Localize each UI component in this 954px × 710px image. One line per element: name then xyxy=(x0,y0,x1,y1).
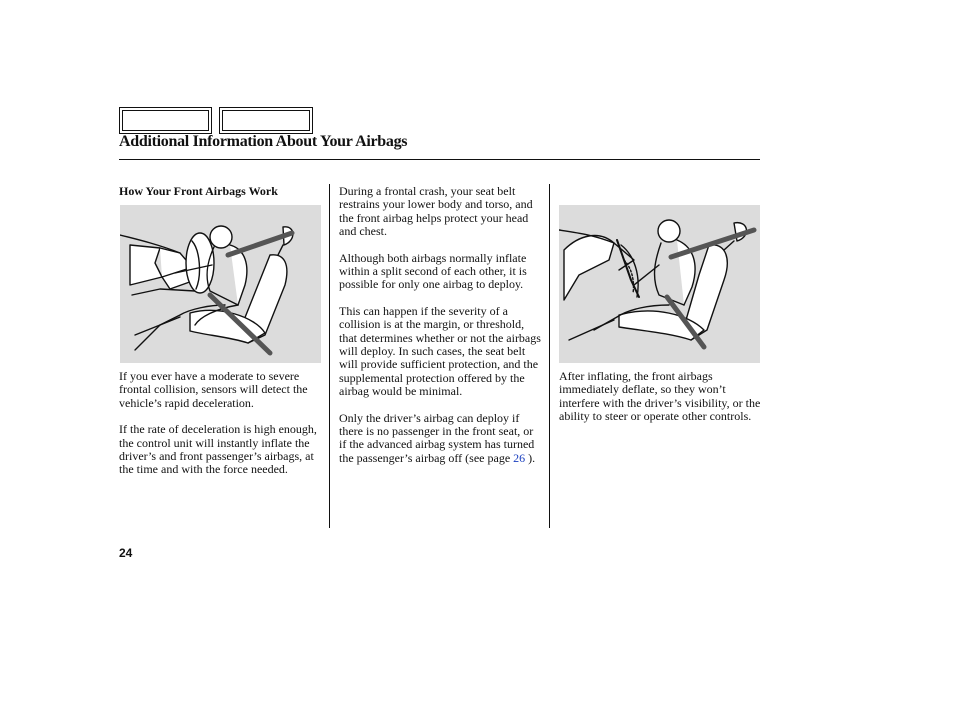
paragraph: This can happen if the severity of a collision is at the margin, or threshold, that determines whether or not the airbags will deploy. In such cases, the seat belt will provide sufficient protection, and the supplemental protection offered by the airbag would be minimal. xyxy=(339,304,541,398)
column-divider xyxy=(549,184,550,528)
title-rule xyxy=(119,159,760,160)
page-title: Additional Information About Your Airbags xyxy=(119,133,408,150)
right-column-text xyxy=(559,370,764,437)
paragraph-text: Only the driver’s airbag can deploy if there is no passenger in the front seat, or if the advanced airbag system has turned the passenger’s airbag off (see page xyxy=(339,410,535,465)
airbag-inflating-illustration xyxy=(120,205,321,363)
paragraph: After inflating, the front airbags immediately deflate, so they won’t interfere with the driver’s visibility, or the ability to steer or operate other controls. xyxy=(559,369,761,423)
paragraph: Although both airbags normally inflate within a split second of each other, it is possible for only one airbag to deploy. xyxy=(339,250,527,292)
paragraph: If you ever have a moderate to severe frontal collision, sensors will detect the vehicle’s rapid deceleration. xyxy=(119,369,308,410)
paragraph xyxy=(339,412,543,465)
airbag-deflated-illustration xyxy=(559,205,760,363)
page-reference-link[interactable]: 26 xyxy=(513,450,526,465)
header-tab-box-2 xyxy=(219,107,313,134)
section-subheading: How Your Front Airbags Work xyxy=(119,184,278,198)
paragraph-text: ). xyxy=(525,450,536,465)
paragraph: During a frontal crash, your seat belt restrains your lower body and torso, and the front airbag helps protect your head and chest. xyxy=(339,184,533,238)
middle-column-text xyxy=(339,185,543,478)
column-divider xyxy=(329,184,330,528)
paragraph: If the rate of deceleration is high enough, the control unit will instantly inflate the driver’s and front passenger’s airbags, at the time and with the force needed. xyxy=(119,422,317,477)
page-number: 24 xyxy=(119,546,133,560)
header-tab-box-1 xyxy=(119,107,212,134)
left-column-text xyxy=(119,370,324,490)
